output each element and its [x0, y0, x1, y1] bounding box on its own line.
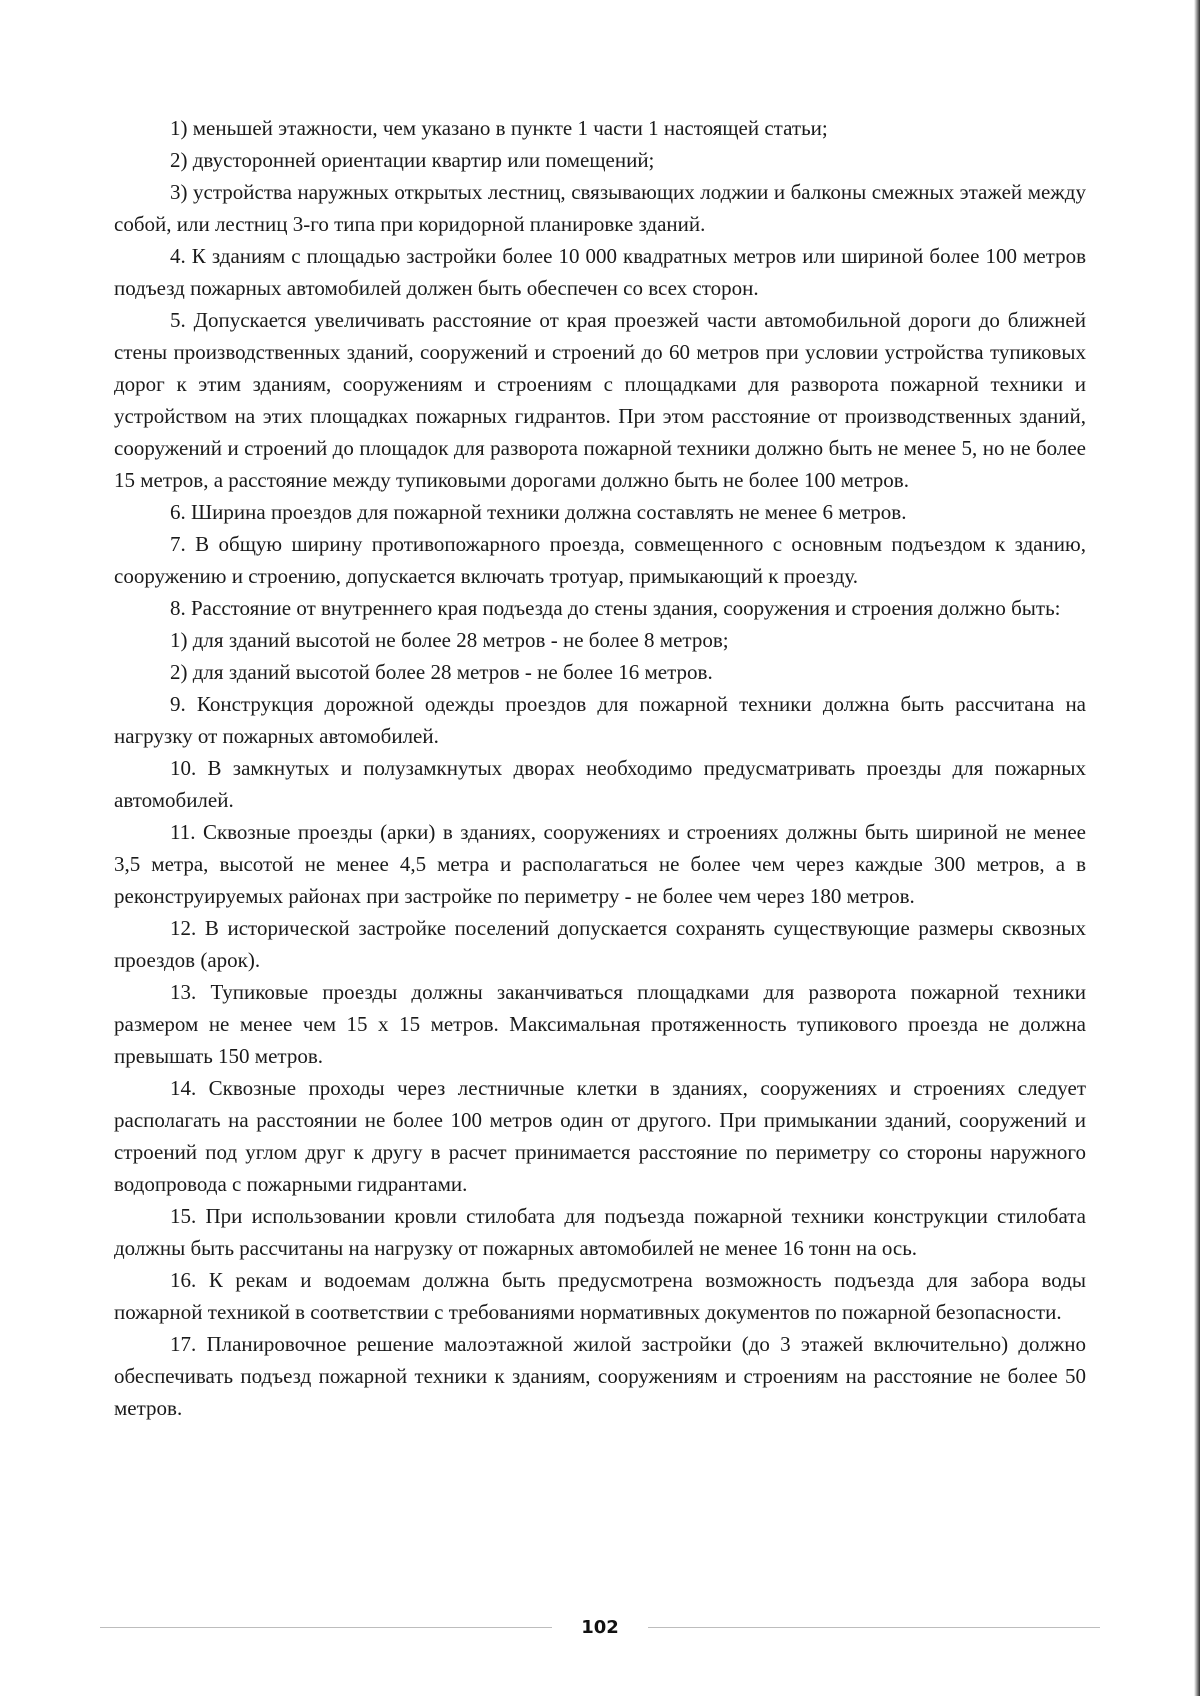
paragraph-10: 10. В замкнутых и полузамкнутых дворах необходимо предусматривать проезды для пожарных автомобилей. [114, 756, 1086, 812]
page-footer [100, 1614, 1100, 1640]
paragraph-6: 6. Ширина проездов для пожарной техники должна составлять не менее 6 метров. [170, 500, 907, 524]
paragraph-13: 13. Тупиковые проезды должны заканчиваться площадками для разворота пожарной техники размером не менее чем 15 x 15 метров. Максимальная протяженность тупикового проезда не должна превышать 150 метров. [114, 980, 1086, 1068]
paragraph-8: 8. Расстояние от внутреннего края подъезда до стены здания, сооружения и строения должно быть: [170, 596, 1061, 620]
paragraph-17: 17. Планировочное решение малоэтажной жилой застройки (до 3 этажей включительно) должно обеспечивать подъезд пожарной техники к зданиям, сооружениям и строениям на расстояние не более 50 метров. [114, 1332, 1086, 1420]
footer-rule-left [100, 1627, 552, 1628]
paragraph-8-item-1: 1) для зданий высотой не более 28 метров - не более 8 метров; [170, 628, 729, 652]
paragraph-8-item-2: 2) для зданий высотой более 28 метров - не более 16 метров. [170, 660, 713, 684]
page-number: 102 [581, 1616, 619, 1638]
footer-rule-right [648, 1627, 1100, 1628]
paragraph-item-1: 1) меньшей этажности, чем указано в пункте 1 части 1 настоящей статьи; [170, 116, 828, 140]
paragraph-14: 14. Сквозные проходы через лестничные клетки в зданиях, сооружениях и строениях следует располагать на расстоянии не более 100 метров один от другого. При примыкании зданий, сооружений и строений под углом друг к другу в расчет принимается расстояние по периметру со стороны наружного водопровода с пожарными гидрантами. [114, 1076, 1086, 1196]
paragraph-4: 4. К зданиям с площадью застройки более 10 000 квадратных метров или шириной более 100 метров подъезд пожарных автомобилей должен быть обеспечен со всех сторон. [114, 244, 1086, 300]
document-body [114, 112, 1086, 1424]
paragraph-7: 7. В общую ширину противопожарного проезда, совмещенного с основным подъездом к зданию, сооружению и строению, допускается включать тротуар, примыкающий к проезду. [114, 532, 1086, 588]
paragraph-12: 12. В исторической застройке поселений допускается сохранять существующие размеры сквозных проездов (арок). [114, 916, 1086, 972]
paragraph-item-3: 3) устройства наружных открытых лестниц, связывающих лоджии и балконы смежных этажей между собой, или лестниц 3-го типа при коридорной планировке зданий. [114, 180, 1086, 236]
paragraph-5: 5. Допускается увеличивать расстояние от края проезжей части автомобильной дороги до ближней стены производственных зданий, сооружений и строений до 60 метров при условии устройства тупиковых дорог к этим зданиям, сооружениям и строениям с площадками для разворота пожарной техники и устройством на этих площадках пожарных гидрантов. При этом расстояние от производственных зданий, сооружений и строений до площадок для разворота пожарной техники должно быть не менее 5, но не более 15 метров, а расстояние между тупиковыми дорогами должно быть не более 100 метров. [114, 308, 1086, 492]
paragraph-15: 15. При использовании кровли стилобата для подъезда пожарной техники конструкции стилобата должны быть рассчитаны на нагрузку от пожарных автомобилей не менее 16 тонн на ось. [114, 1204, 1086, 1260]
paragraph-9: 9. Конструкция дорожной одежды проездов для пожарной техники должна быть рассчитана на нагрузку от пожарных автомобилей. [114, 692, 1086, 748]
paragraph-16: 16. К рекам и водоемам должна быть предусмотрена возможность подъезда для забора воды пожарной техникой в соответствии с требованиями нормативных документов по пожарной безопасности. [114, 1268, 1086, 1324]
paragraph-item-2: 2) двусторонней ориентации квартир или помещений; [170, 148, 655, 172]
paragraph-11: 11. Сквозные проезды (арки) в зданиях, сооружениях и строениях должны быть шириной не менее 3,5 метра, высотой не менее 4,5 метра и располагаться не более чем через каждые 300 метров, а в реконструируемых районах при застройке по периметру - не более чем через 180 метров. [114, 820, 1086, 908]
